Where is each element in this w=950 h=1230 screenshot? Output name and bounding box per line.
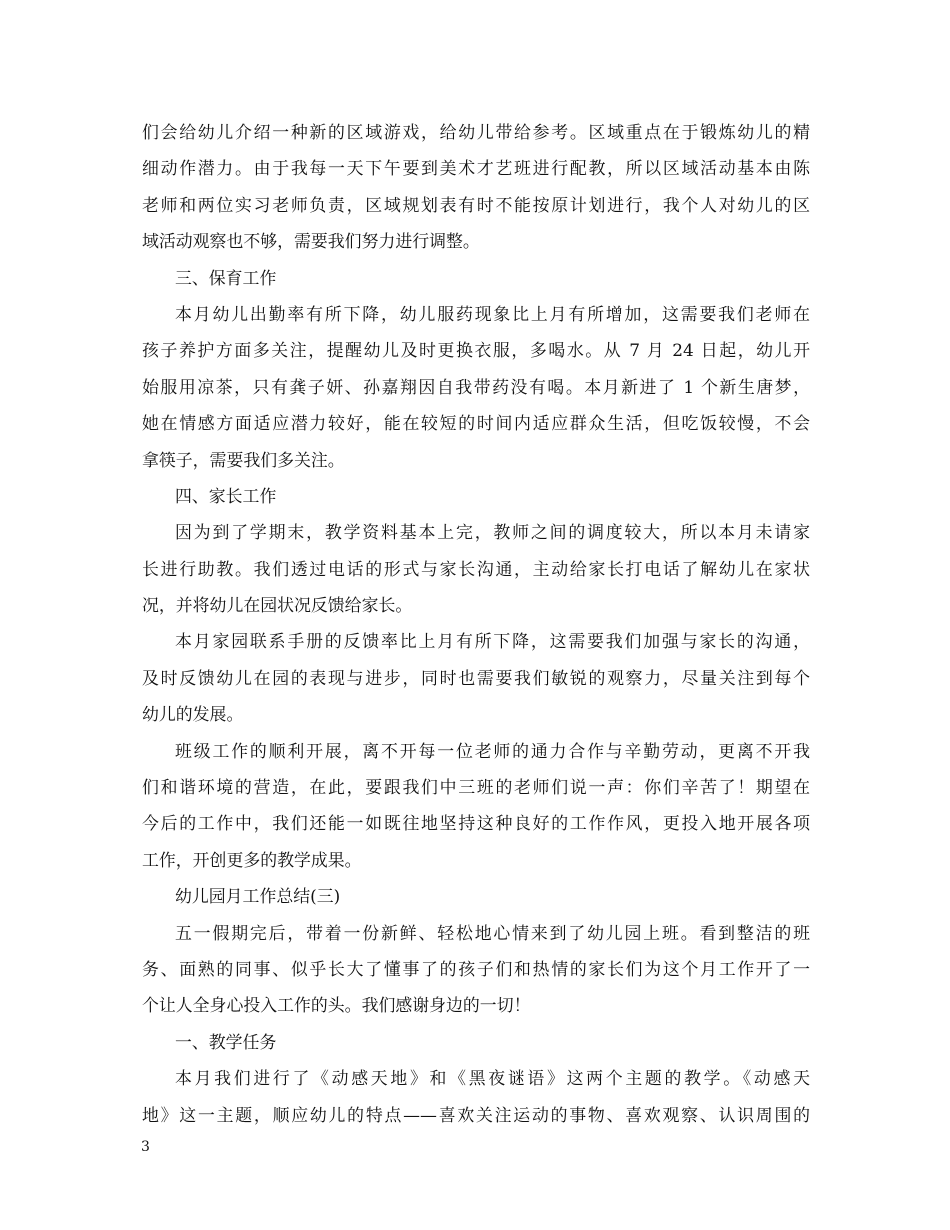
text-line: 本月家园联系手册的反馈率比上月有所下降，这需要我们加强与家长的沟通， — [175, 631, 810, 652]
text-line: 务、面熟的同事、似乎长大了懂事了的孩子们和热情的家长们为这个月工作开了一 — [142, 958, 810, 979]
text-line: 域活动观察也不够，需要我们努力进行调整。 — [142, 231, 480, 252]
text-line: 工作，开创更多的教学成果。 — [142, 849, 362, 870]
text-line: 老师和两位实习老师负责，区域规划表有时不能按原计划进行，我个人对幼儿的区 — [142, 194, 810, 215]
text-line: 班级工作的顺利开展，离不开每一位老师的通力合作与辛勤劳动，更离不开我 — [175, 740, 810, 761]
text-line: 况，并将幼儿在园状况反馈给家长。 — [142, 595, 413, 616]
text-line: 一、教学任务 — [175, 1031, 277, 1052]
text-line: 及时反馈幼儿在园的表现与进步，同时也需要我们敏锐的观察力，尽量关注到每个 — [142, 667, 810, 688]
text-line: 幼儿的发展。 — [142, 704, 244, 725]
text-line: 四、家长工作 — [175, 485, 277, 506]
text-line: 本月我们进行了《动感天地》和《黑夜谜语》这两个主题的教学。《动感天 — [175, 1068, 810, 1089]
text-line: 三、保育工作 — [175, 267, 277, 288]
text-line: 因为到了学期末，教学资料基本上完，教师之间的调度较大，所以本月未请家 — [175, 522, 810, 543]
text-line: 幼儿园月工作总结(三) — [175, 886, 341, 907]
text-line: 本月幼儿出勤率有所下降，幼儿服药现象比上月有所增加，这需要我们老师在 — [175, 303, 810, 324]
page-number: 3 — [141, 1139, 150, 1155]
text-line: 们会给幼儿介绍一种新的区域游戏，给幼儿带给参考。区域重点在于锻炼幼儿的精 — [142, 122, 810, 142]
text-line: 拿筷子，需要我们多关注。 — [142, 449, 345, 470]
text-line: 地》这一主题，顺应幼儿的特点——喜欢关注运动的事物、喜欢观察、认识周围的 — [142, 1104, 810, 1125]
text-line: 她在情感方面适应潜力较好，能在较短的时间内适应群众生活，但吃饭较慢，不会 — [142, 413, 810, 434]
text-line: 细动作潜力。由于我每一天下午要到美术才艺班进行配教，所以区域活动基本由陈 — [142, 158, 810, 179]
text-line: 今后的工作中，我们还能一如既往地坚持这种良好的工作作风，更投入地开展各项 — [142, 813, 810, 834]
text-line: 们和谐环境的营造，在此，要跟我们中三班的老师们说一声：你们辛苦了！期望在 — [142, 777, 810, 798]
text-line: 始服用凉茶，只有龚子妍、孙嘉翔因自我带药没有喝。本月新进了 1 个新生唐梦， — [142, 376, 810, 397]
document-body — [142, 114, 810, 1133]
text-line: 个让人全身心投入工作的头。我们感谢身边的一切！ — [142, 995, 531, 1016]
text-line: 孩子养护方面多关注，提醒幼儿及时更换衣服，多喝水。从 7 月 24 日起，幼儿开 — [142, 340, 810, 361]
text-line: 长进行助教。我们透过电话的形式与家长沟通，主动给家长打电话了解幼儿在家状 — [142, 558, 810, 579]
text-line: 五一假期完后，带着一份新鲜、轻松地心情来到了幼儿园上班。看到整洁的班 — [175, 922, 810, 943]
